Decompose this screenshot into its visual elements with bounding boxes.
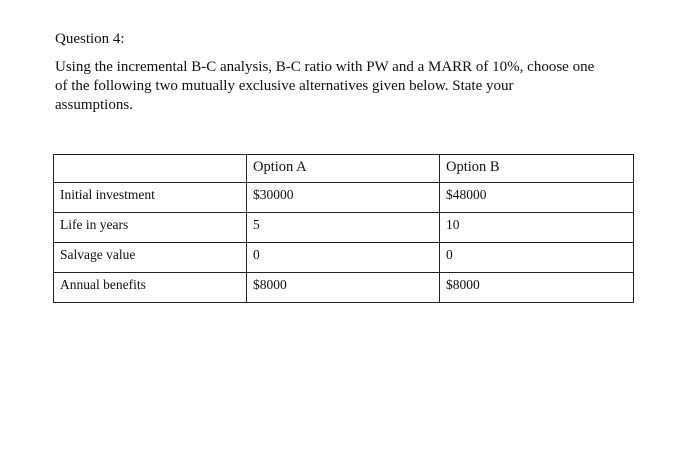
table-header-row bbox=[54, 155, 634, 183]
option-b-value: 0 bbox=[440, 243, 634, 273]
table-row bbox=[54, 213, 634, 243]
table-row bbox=[54, 183, 634, 213]
option-b-value: 10 bbox=[440, 213, 634, 243]
question-prompt bbox=[55, 58, 594, 115]
alternatives-table bbox=[53, 154, 634, 303]
option-a-value: 0 bbox=[247, 243, 440, 273]
table-row bbox=[54, 273, 634, 303]
row-label: Annual benefits bbox=[54, 273, 247, 303]
question-title: Question 4: bbox=[55, 31, 125, 47]
option-a-value: 5 bbox=[247, 213, 440, 243]
header-cell-empty bbox=[54, 155, 247, 183]
row-label: Salvage value bbox=[54, 243, 247, 273]
header-cell-option-b: Option B bbox=[440, 155, 634, 183]
row-label: Life in years bbox=[54, 213, 247, 243]
option-b-value: $48000 bbox=[440, 183, 634, 213]
option-a-value: $8000 bbox=[247, 273, 440, 303]
row-label: Initial investment bbox=[54, 183, 247, 213]
prompt-line: assumptions. bbox=[55, 97, 133, 113]
option-a-value: $30000 bbox=[247, 183, 440, 213]
header-cell-option-a: Option A bbox=[247, 155, 440, 183]
table-row bbox=[54, 243, 634, 273]
option-b-value: $8000 bbox=[440, 273, 634, 303]
prompt-line: Using the incremental B-C analysis, B-C ratio with PW and a MARR of 10%, choose one bbox=[55, 59, 595, 75]
prompt-line: of the following two mutually exclusive alternatives given below. State your bbox=[55, 78, 514, 94]
